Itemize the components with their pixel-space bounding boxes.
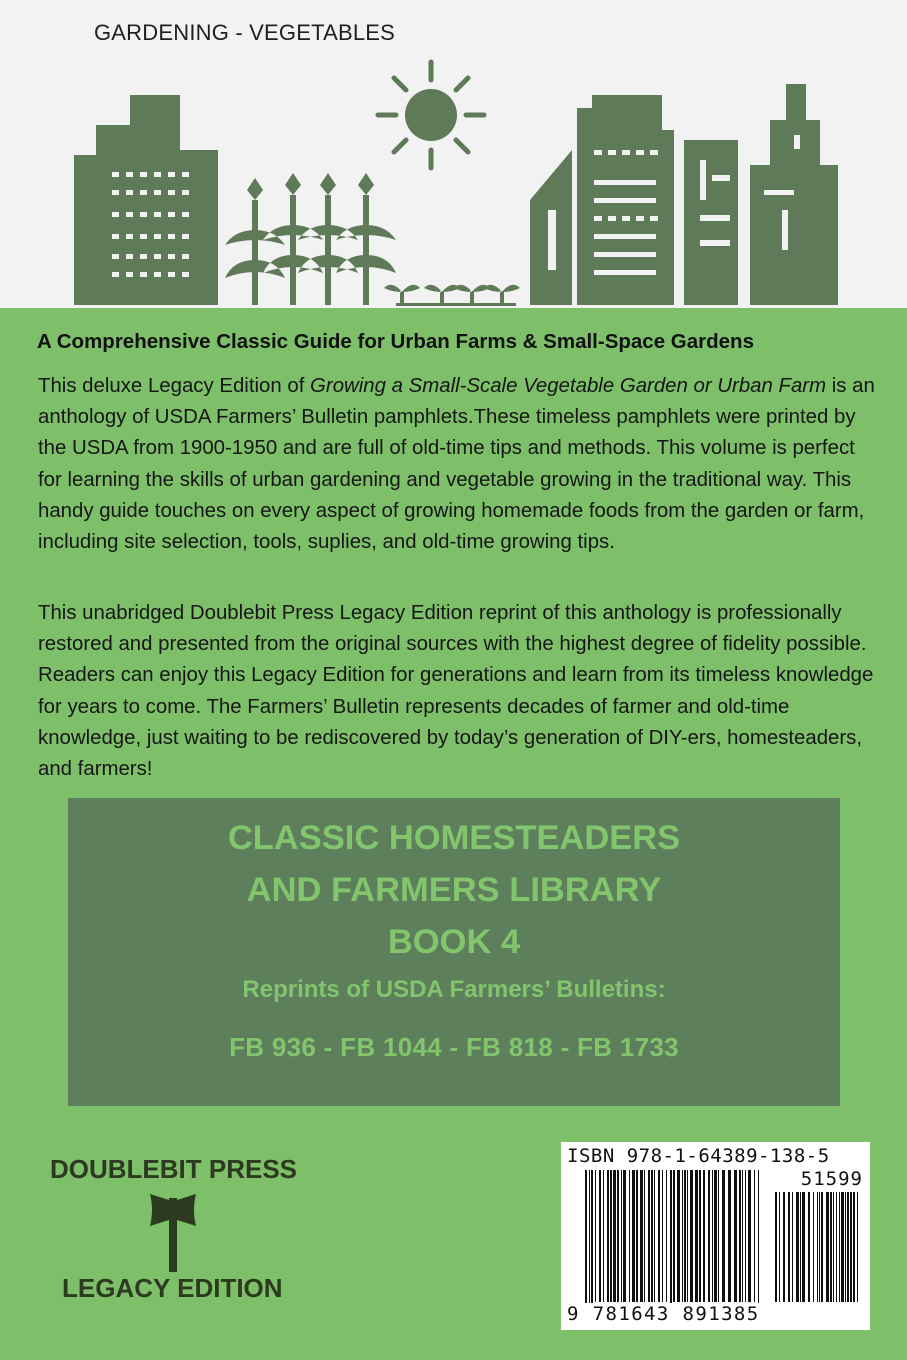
barcode-bar xyxy=(748,1170,751,1302)
barcode-bar xyxy=(690,1170,693,1302)
price-bar xyxy=(775,1192,777,1302)
back-cover-body xyxy=(0,308,907,1360)
barcode-bar xyxy=(695,1170,698,1302)
barcode-bar xyxy=(728,1170,731,1302)
price-bar xyxy=(788,1192,790,1302)
book-title: Growing a Small-Scale Vegetable Garden or Urban Farm xyxy=(310,375,827,397)
barcode-bar xyxy=(742,1170,743,1302)
barcode-bar xyxy=(648,1170,650,1302)
corn-plants xyxy=(225,173,396,305)
series-panel xyxy=(68,798,840,1106)
series-title-line-1: CLASSIC HOMESTEADERS xyxy=(227,819,681,857)
price-bar xyxy=(836,1192,837,1302)
barcode-bar xyxy=(607,1170,609,1302)
barcode-bar xyxy=(708,1170,710,1302)
barcode-bar xyxy=(673,1170,675,1302)
barcode-bar xyxy=(687,1170,688,1302)
barcode-bar xyxy=(654,1170,655,1302)
barcode-bar xyxy=(651,1170,653,1302)
barcode-bar xyxy=(734,1170,737,1302)
barcode-bar xyxy=(644,1170,645,1302)
building-mid xyxy=(684,140,738,305)
series-title-line-2: AND FARMERS LIBRARY xyxy=(246,871,662,909)
price-code: 51599 xyxy=(800,1168,863,1190)
barcode-bar xyxy=(703,1170,705,1302)
price-bar xyxy=(857,1192,858,1302)
isbn-barcode xyxy=(561,1142,870,1330)
price-bar xyxy=(808,1192,810,1302)
barcode-bar xyxy=(629,1170,630,1302)
price-bar xyxy=(821,1192,823,1302)
barcode-bar xyxy=(603,1170,604,1302)
barcode-bar xyxy=(714,1170,717,1302)
category-label: GARDENING - VEGETABLES xyxy=(94,20,396,45)
barcode-bar xyxy=(670,1170,672,1315)
price-bar xyxy=(833,1192,834,1302)
skyline-banner xyxy=(0,0,907,308)
barcode-bar xyxy=(666,1170,667,1302)
barcode-bar xyxy=(595,1170,596,1302)
series-subtitle: Reprints of USDA Farmers’ Bulletins: xyxy=(242,976,666,1003)
price-bar xyxy=(792,1192,793,1302)
barcode-bar xyxy=(589,1170,590,1315)
barcode-bar xyxy=(682,1170,683,1302)
price-bar xyxy=(830,1192,832,1302)
price-bar xyxy=(817,1192,818,1302)
barcode-bar xyxy=(599,1170,601,1302)
barcode-bar xyxy=(739,1170,741,1302)
price-bar xyxy=(841,1192,844,1302)
series-title xyxy=(68,812,840,968)
barcode-bar xyxy=(613,1170,616,1302)
price-bar xyxy=(819,1192,820,1302)
barcode-bar xyxy=(632,1170,635,1302)
price-bar xyxy=(783,1192,785,1302)
seedlings xyxy=(384,285,520,306)
price-bar xyxy=(826,1192,829,1302)
barcode-bar xyxy=(623,1170,626,1302)
barcode-bar xyxy=(722,1170,725,1302)
price-bar xyxy=(845,1192,846,1302)
price-bar xyxy=(802,1192,805,1302)
price-bar xyxy=(800,1192,801,1302)
price-bar xyxy=(839,1192,840,1302)
barcode-bar xyxy=(677,1170,680,1302)
barcode-bar xyxy=(585,1170,587,1315)
barcode-bar xyxy=(754,1170,755,1302)
double-bit-axe-icon xyxy=(148,1192,198,1272)
paragraph-1-suffix: is an anthology of USDA Farmers’ Bulletin pamphlets.These timeless pamphlets were printed by the USDA from 1900-1950 and are full of old-time tips and methods. This volume is perfect for learning the skills of urban gardening and vegetable growing in the traditional way. This handy guide touches on every aspect of growing homemade foods from the garden or farm, including site selection, tools, suplies, and old-time growing tips. xyxy=(38,375,875,554)
barcode-bar xyxy=(591,1170,593,1315)
barcode-bar xyxy=(699,1170,701,1302)
price-bar xyxy=(853,1192,855,1302)
barcode-bar xyxy=(617,1170,619,1302)
barcode-bar xyxy=(636,1170,638,1302)
barcode-bar xyxy=(621,1170,622,1302)
barcode-bar xyxy=(712,1170,713,1302)
price-bar xyxy=(850,1192,852,1302)
city-skyline-illustration xyxy=(0,0,907,308)
isbn-number: ISBN 978-1-64389-138-5 xyxy=(567,1145,830,1167)
headline: A Comprehensive Classic Guide for Urban Farms & Small-Space Gardens xyxy=(37,330,754,353)
sun-icon xyxy=(405,89,457,141)
description-paragraph-1 xyxy=(38,371,878,558)
edition-label: LEGACY EDITION xyxy=(62,1273,283,1303)
barcode-digits: 9 781643 891385 xyxy=(567,1303,760,1325)
barcode-bar xyxy=(658,1170,660,1302)
barcode-bar xyxy=(610,1170,612,1302)
price-bar xyxy=(847,1192,849,1302)
barcode-bar xyxy=(684,1170,686,1302)
barcode-bar xyxy=(758,1170,759,1315)
price-bar xyxy=(796,1192,799,1302)
barcode-bar xyxy=(640,1170,643,1302)
series-bulletins: FB 936 - FB 1044 - FB 818 - FB 1733 xyxy=(229,1032,679,1062)
price-bar xyxy=(779,1192,780,1302)
publisher-name: DOUBLEBIT PRESS xyxy=(50,1154,298,1184)
price-bar xyxy=(813,1192,814,1302)
paragraph-1-prefix: This deluxe Legacy Edition of xyxy=(38,375,311,397)
barcode-bar xyxy=(718,1170,719,1302)
barcode-bar xyxy=(745,1170,746,1302)
barcode-bar xyxy=(662,1170,663,1302)
description-paragraph-2: This unabridged Doublebit Press Legacy Edition reprint of this anthology is professionally restored and presented from the original sources with the highest degree of fidelity possible. Readers can enjoy this Legacy Edition for generations and learn from its timeless knowledge for years to come. The Farmers’ Bulletin represents decades of farmer and old-time knowledge, just waiting to be rediscovered by today’s generation of DIY-ers, homesteaders, and farmers! xyxy=(38,602,874,781)
series-title-line-3: BOOK 4 xyxy=(387,923,521,961)
